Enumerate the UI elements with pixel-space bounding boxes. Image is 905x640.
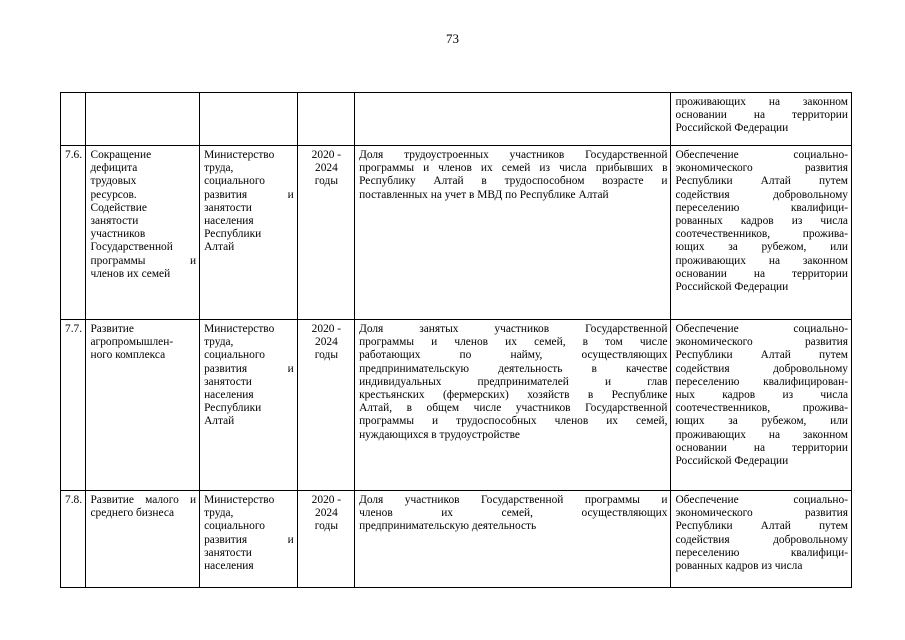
goal-line: основании на территории xyxy=(675,267,848,280)
goal-line: ющих за рубежом, или xyxy=(675,241,848,254)
activity-cell xyxy=(86,93,200,146)
ministry-line: занятости xyxy=(204,201,252,214)
indicator-line: программы и членов их семей, в том числе xyxy=(359,336,668,349)
goal-line: ных кадров из числа xyxy=(675,389,848,402)
ministry-line: развития и xyxy=(204,362,294,375)
goal-line: содействия добровольному xyxy=(675,362,848,375)
table-row xyxy=(61,320,852,491)
goal-cell xyxy=(671,93,852,146)
goal-cell xyxy=(671,320,852,491)
indicator-line: программы и членов их семей из числа прибывших в xyxy=(359,162,668,175)
indicator-cell xyxy=(355,93,671,146)
years-line: годы xyxy=(314,175,338,188)
indicator-line: Алтай, в общем числе участников Государственной xyxy=(359,402,668,415)
table-row xyxy=(61,93,852,146)
goal-line: проживающих на законном xyxy=(675,428,848,441)
indicator-line: предпринимательскую деятельность в качестве xyxy=(359,362,668,375)
ministry-line: Республики xyxy=(204,402,262,415)
goal-line: Обеспечение социально- xyxy=(675,149,848,161)
goal-line: рованных кадров из числа xyxy=(675,560,803,573)
goal-line: переселению квалифици- xyxy=(675,546,848,559)
ministry-line: социального xyxy=(204,349,265,362)
goal-line: Российской Федерации xyxy=(675,122,789,135)
goal-line: Республики Алтай путем xyxy=(675,520,848,533)
activity-line: агропромышлен- xyxy=(90,336,174,349)
ministry-line: Министерство xyxy=(204,149,275,161)
row-number-cell xyxy=(61,491,86,588)
goal-line: рованных кадров из числа xyxy=(675,215,848,228)
goal-line: основании на территории xyxy=(675,109,848,122)
years-cell xyxy=(297,491,354,588)
ministry-line: труда, xyxy=(204,162,234,175)
ministry-line: Алтай xyxy=(204,415,235,428)
indicator-line: нуждающихся в трудоустройстве xyxy=(359,428,520,441)
goal-line: экономического развития xyxy=(675,336,848,349)
goal-line: экономического развития xyxy=(675,507,848,520)
goal-line: ющих за рубежом, или xyxy=(675,415,848,428)
years-line: 2020 - xyxy=(311,494,342,506)
ministry-line: социального xyxy=(204,175,265,188)
goal-line: Российской Федерации xyxy=(675,281,789,294)
indicator-line: Доля трудоустроенных участников Государственной xyxy=(359,149,668,161)
years-line: годы xyxy=(314,349,338,362)
activity-line: программы и xyxy=(90,254,197,267)
goal-line: переселению квалифицирован- xyxy=(675,375,848,388)
indicator-line: работающих по найму, осуществляющих xyxy=(359,349,668,362)
ministry-cell xyxy=(200,146,298,320)
indicator-line: крестьянских (фермерских) хозяйств в Республике xyxy=(359,389,668,402)
goal-line: Обеспечение социально- xyxy=(675,494,848,506)
indicator-line: предпринимательскую деятельность xyxy=(359,520,537,533)
activity-line: среднего бизнеса xyxy=(90,507,175,520)
activity-cell xyxy=(86,491,200,588)
indicator-line: поставленных на учет в МВД по Республике Алтай xyxy=(359,188,609,201)
ministry-line: населения xyxy=(204,560,254,573)
years-cell xyxy=(297,146,354,320)
indicator-line: Доля участников Государственной программы и xyxy=(359,494,668,506)
goal-line: содействия добровольному xyxy=(675,188,848,201)
activity-line: Сокращение xyxy=(90,149,152,161)
goal-cell xyxy=(671,146,852,320)
indicator-cell xyxy=(355,320,671,491)
activity-line: дефицита xyxy=(90,162,138,175)
goal-line: проживающих на законном xyxy=(675,96,848,108)
ministry-line: населения xyxy=(204,389,254,402)
ministry-line: Министерство xyxy=(204,494,275,506)
row-number-cell xyxy=(61,320,86,491)
goal-line: экономического развития xyxy=(675,162,848,175)
activity-line: членов их семей xyxy=(90,267,171,280)
ministry-line: развития и xyxy=(204,188,294,201)
table-row xyxy=(61,146,852,320)
activity-line: Развитие xyxy=(90,323,134,335)
ministry-line: труда, xyxy=(204,507,234,520)
ministry-line: Республики xyxy=(204,228,262,241)
row-number: 7.8. xyxy=(65,494,83,506)
indicator-cell xyxy=(355,146,671,320)
row-number: 7.6. xyxy=(65,149,83,161)
goal-line: содействия добровольному xyxy=(675,533,848,546)
activity-line: ресурсов. xyxy=(90,188,137,201)
years-cell xyxy=(297,93,354,146)
years-line: 2020 - xyxy=(311,149,342,161)
indicator-line: программы и трудоспособных членов их семей, xyxy=(359,415,668,428)
goal-line: проживающих на законном xyxy=(675,254,848,267)
ministry-line: занятости xyxy=(204,546,252,559)
measures-table xyxy=(60,92,852,588)
ministry-line: населения xyxy=(204,215,254,228)
years-line: 2024 xyxy=(315,336,338,349)
ministry-cell xyxy=(200,320,298,491)
years-line: 2024 xyxy=(315,507,338,520)
page-number: 73 xyxy=(446,31,459,46)
ministry-line: социального xyxy=(204,520,265,533)
ministry-line: Министерство xyxy=(204,323,275,335)
activity-cell xyxy=(86,146,200,320)
goal-line: Республики Алтай путем xyxy=(675,349,848,362)
activity-line: Содействие xyxy=(90,201,147,214)
years-line: 2020 - xyxy=(311,323,342,335)
activity-line: ного комплекса xyxy=(90,349,166,362)
activity-line: трудовых xyxy=(90,175,137,188)
goal-line: соотечественников, прожива- xyxy=(675,402,848,415)
activity-line: занятости xyxy=(90,215,139,228)
ministry-line: развития и xyxy=(204,533,294,546)
ministry-line: труда, xyxy=(204,336,234,349)
indicator-line: Доля занятых участников Государственной xyxy=(359,323,668,335)
table-body xyxy=(61,93,852,588)
ministry-cell xyxy=(200,93,298,146)
table-row xyxy=(61,491,852,588)
activity-line: Государственной xyxy=(90,241,173,254)
years-cell xyxy=(297,320,354,491)
ministry-line: занятости xyxy=(204,375,252,388)
ministry-cell xyxy=(200,491,298,588)
years-line: годы xyxy=(314,520,338,533)
activity-line: участников xyxy=(90,228,146,241)
goal-line: Обеспечение социально- xyxy=(675,323,848,335)
row-number-cell xyxy=(61,146,86,320)
goal-line: Республики Алтай путем xyxy=(675,175,848,188)
goal-line: Российской Федерации xyxy=(675,455,789,468)
activity-cell xyxy=(86,320,200,491)
goal-line: основании на территории xyxy=(675,441,848,454)
goal-cell xyxy=(671,491,852,588)
row-number: 7.7. xyxy=(65,323,83,335)
years-line: 2024 xyxy=(315,162,338,175)
goal-line: соотечественников, прожива- xyxy=(675,228,848,241)
indicator-line: индивидуальных предпринимателей и глав xyxy=(359,375,668,388)
row-number-cell xyxy=(61,93,86,146)
indicator-line: Республику Алтай в трудоспособном возрасте и xyxy=(359,175,668,188)
indicator-cell xyxy=(355,491,671,588)
goal-line: переселению квалифици- xyxy=(675,201,848,214)
ministry-line: Алтай xyxy=(204,241,235,254)
activity-line: Развитие малого и xyxy=(90,494,197,506)
indicator-line: членов их семей, осуществляющих xyxy=(359,507,668,520)
